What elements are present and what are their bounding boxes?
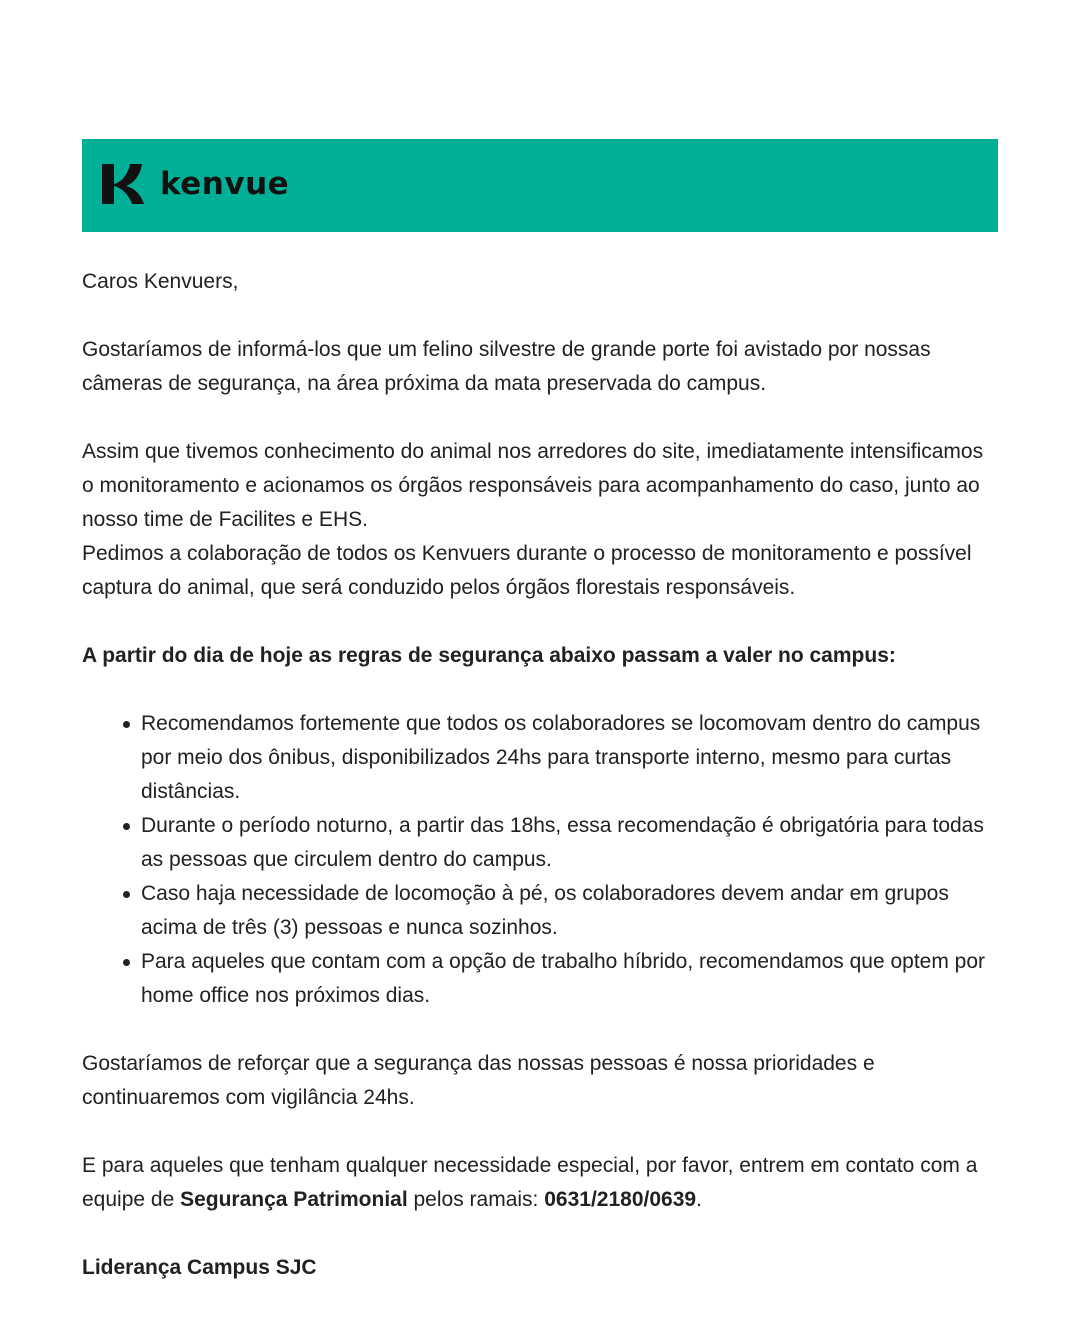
contact-team: Segurança Patrimonial [180, 1188, 408, 1211]
contact-suffix: . [696, 1188, 702, 1211]
paragraph-sighting: Gostaríamos de informá-los que um felino silvestre de grande porte foi avistado por nossas câmeras de segurança, na área próxima da mata preservada do campus. [82, 338, 931, 395]
contact-middle: pelos ramais: [407, 1188, 545, 1211]
contact-prefix: E para aqueles que tenham qualquer necessidade especial, por favor, entrem em contato com a equipe de [82, 1154, 978, 1211]
kenvue-k-logo-icon [102, 164, 146, 204]
paragraph-monitoring: Assim que tivemos conhecimento do animal nos arredores do site, imediatamente intensificamos o monitoramento e acionamos os órgãos responsáveis para acompanhamento do caso, junto ao nosso time de Facilites e EHS. [82, 440, 984, 531]
rule-item: Recomendamos fortemente que todos os colaboradores se locomovam dentro do campus por meio dos ônibus, disponibilizados 24hs para transporte interno, mesmo para curtas distâncias. [141, 707, 998, 809]
rules-list [82, 707, 998, 1013]
rule-item: Durante o período noturno, a partir das 18hs, essa recomendação é obrigatória para todas as pessoas que circulem dentro do campus. [141, 809, 998, 877]
brand-wordmark: kenvue [160, 166, 290, 202]
signature: Liderança Campus SJC [82, 1256, 317, 1279]
greeting: Caros Kenvuers, [82, 270, 239, 293]
rule-item: Caso haja necessidade de locomoção à pé, os colaboradores devem andar em grupos acima de três (3) pessoas e nunca sozinhos. [141, 877, 998, 945]
email-body [82, 265, 998, 1285]
brand-banner [82, 139, 998, 232]
paragraph-priority: Gostaríamos de reforçar que a segurança das nossas pessoas é nossa prioridades e continuaremos com vigilância 24hs. [82, 1052, 875, 1109]
contact-extensions: 0631/2180/0639 [544, 1188, 697, 1211]
rule-item: Para aqueles que contam com a opção de trabalho híbrido, recomendamos que optem por home office nos próximos dias. [141, 945, 998, 1013]
rules-heading: A partir do dia de hoje as regras de segurança abaixo passam a valer no campus: [82, 644, 896, 667]
paragraph-contact [82, 1149, 998, 1217]
brand-logo [102, 159, 289, 209]
paragraph-collaboration: Pedimos a colaboração de todos os Kenvuers durante o processo de monitoramento e possível captura do animal, que será conduzido pelos órgãos florestais responsáveis. [82, 542, 972, 599]
